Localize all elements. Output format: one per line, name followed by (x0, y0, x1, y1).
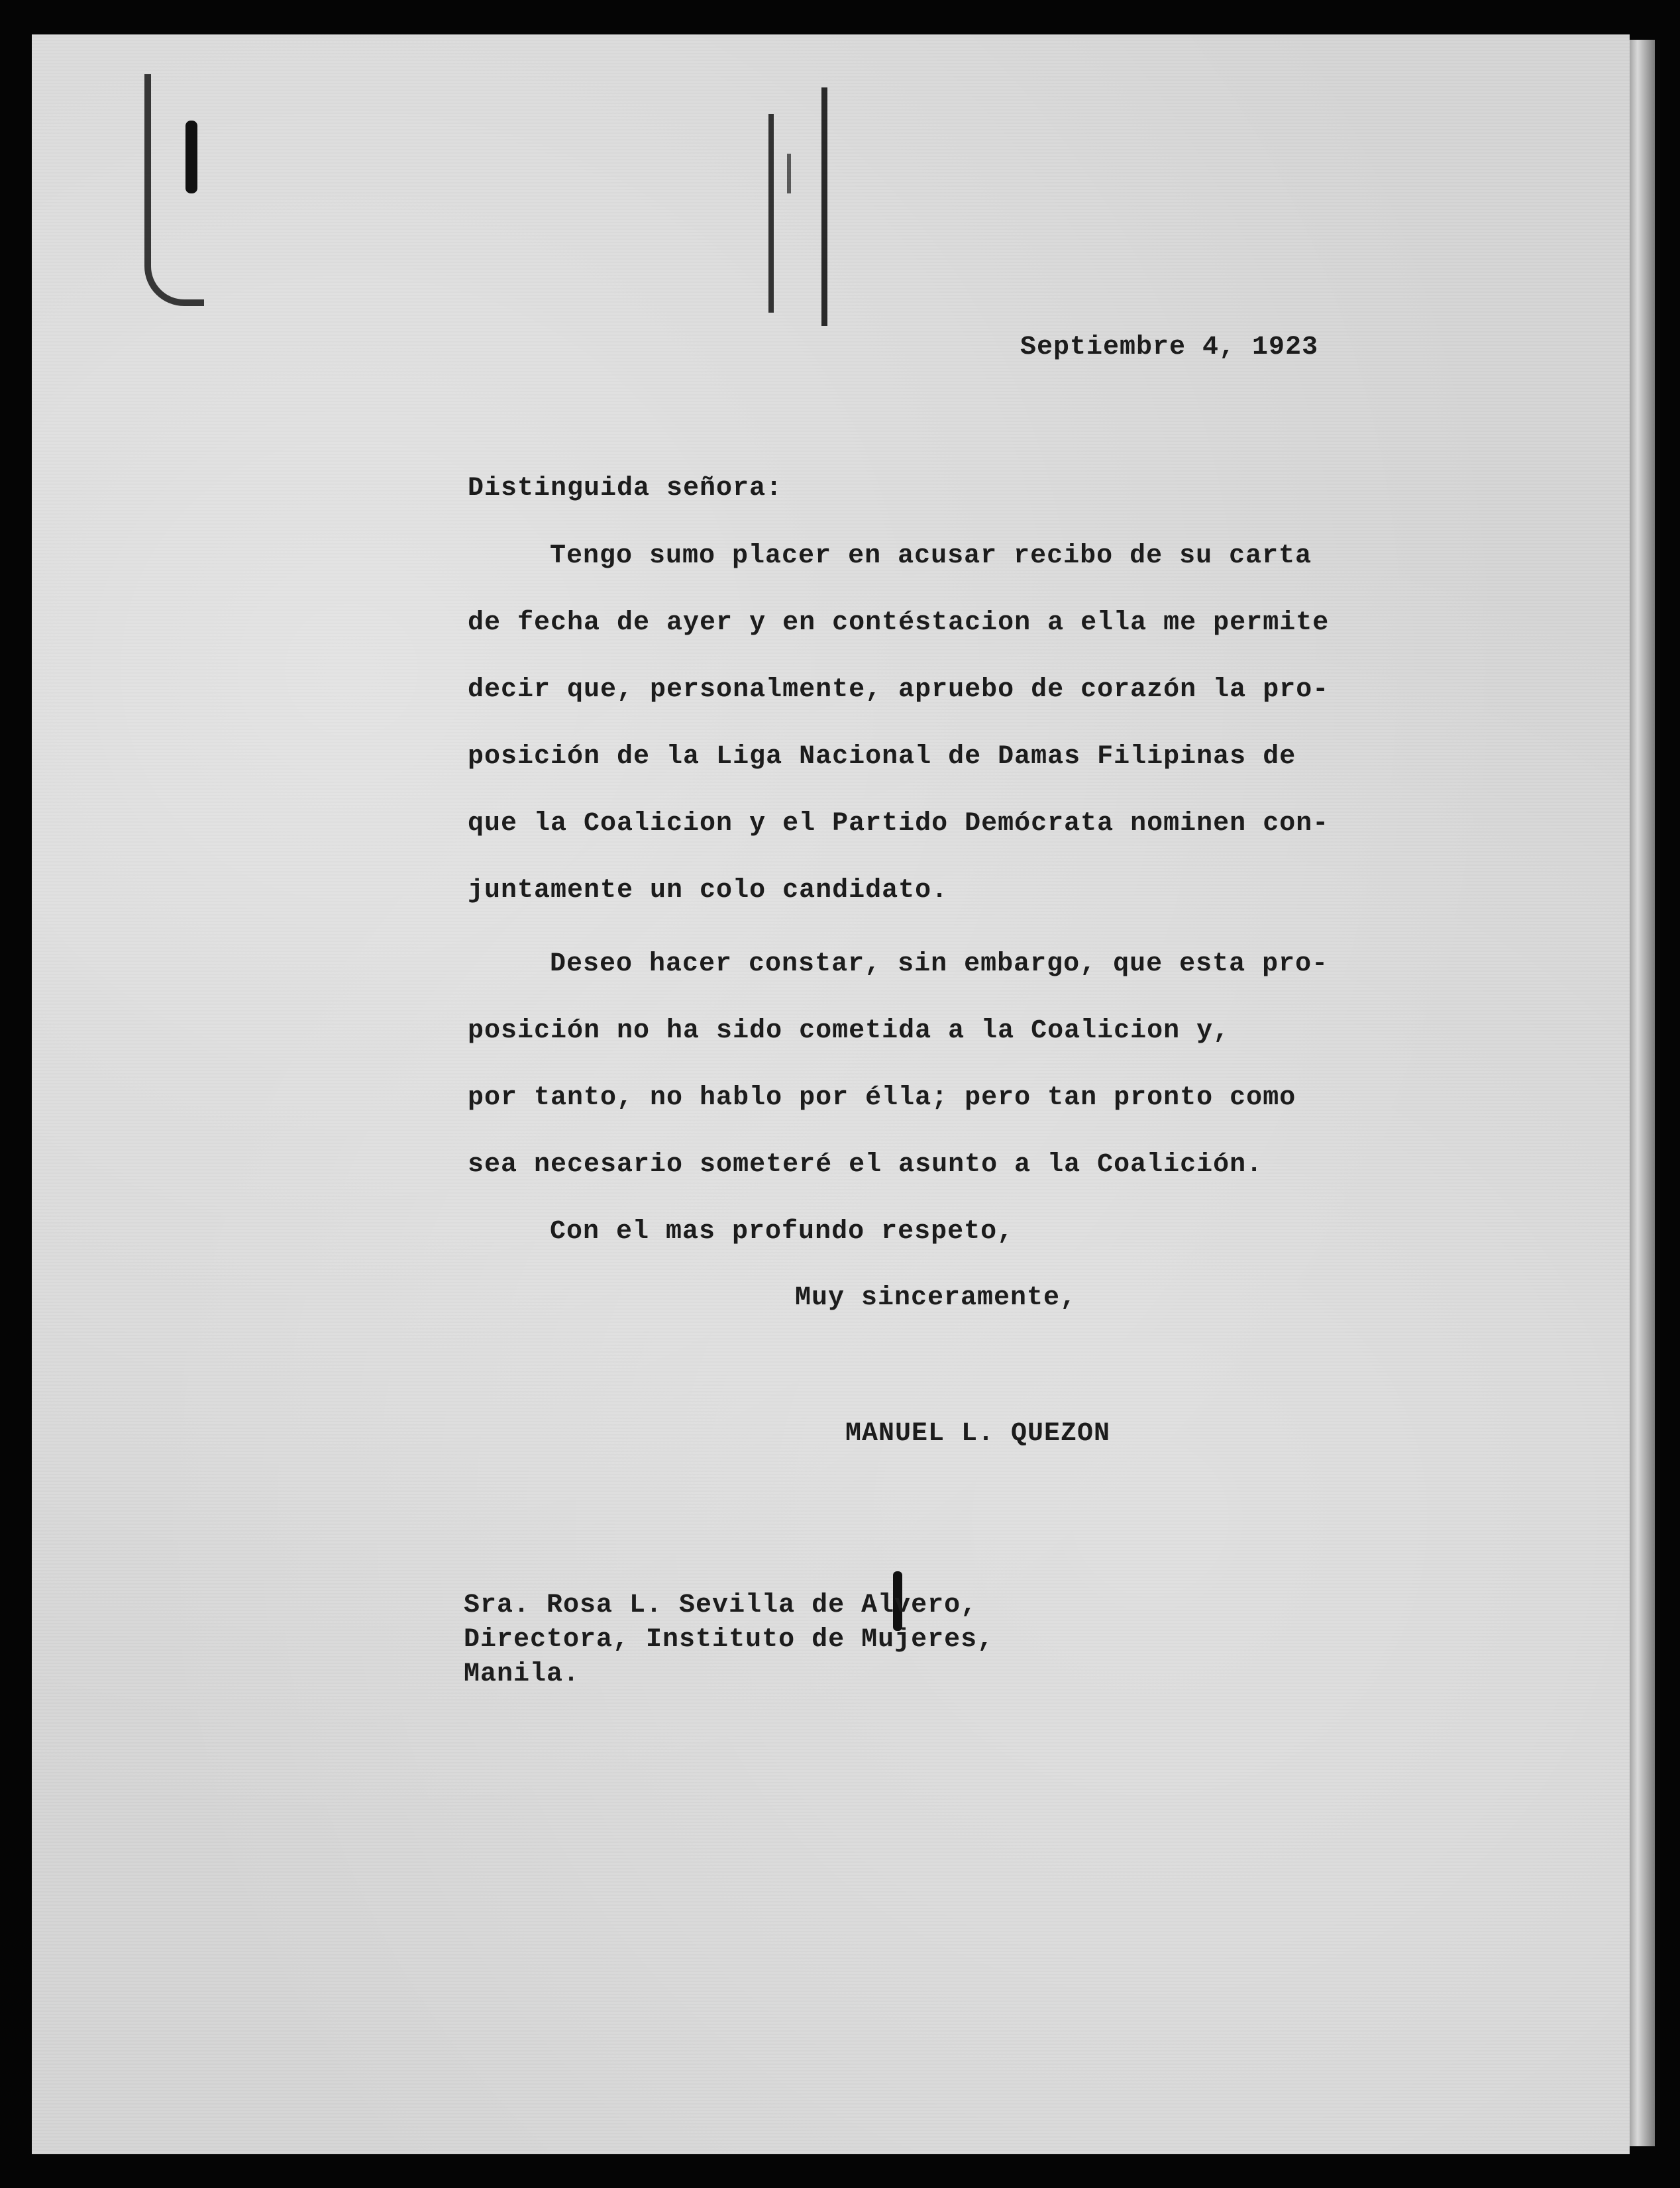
paragraph1-line-4: posición de la Liga Nacional de Damas Filipinas de (468, 742, 1296, 772)
paperclip-mark-right-c (787, 154, 791, 193)
signature-typed-name: MANUEL L. QUEZON (845, 1419, 1111, 1449)
paragraph1-line-2: de fecha de ayer y en contéstacion a ella me permite (468, 608, 1330, 638)
paragraph1-line-6: juntamente un colo candidato. (468, 876, 949, 906)
recipient-line-3: Manila. (464, 1659, 580, 1689)
recipient-line-2: Directora, Instituto de Mujeres, (464, 1625, 994, 1655)
paragraph2-line-4: sea necesario someteré el asunto a la Coalición. (468, 1150, 1263, 1180)
paragraph1-line-5: que la Coalicion y el Partido Demócrata nominen con- (468, 809, 1330, 839)
valediction: Muy sinceramente, (795, 1283, 1077, 1313)
paperclip-mark-right-a (768, 114, 774, 313)
paragraph1-line-1: Tengo sumo placer en acusar recibo de su carta (550, 541, 1312, 571)
letter-salutation: Distinguida señora: (468, 474, 783, 503)
recipient-line-1: Sra. Rosa L. Sevilla de Alvero, (464, 1590, 978, 1620)
closing-line: Con el mas profundo respeto, (550, 1217, 1014, 1247)
paragraph2-line-2: posición no ha sido cometida a la Coalicion y, (468, 1016, 1230, 1046)
letter-date: Septiembre 4, 1923 (1020, 333, 1319, 362)
paperclip-mark-right-b (821, 87, 827, 326)
paragraph2-line-1: Deseo hacer constar, sin embargo, que esta pro- (550, 949, 1329, 979)
paragraph1-line-3: decir que, personalmente, apruebo de corazón la pro- (468, 675, 1330, 705)
paragraph2-line-3: por tanto, no hablo por élla; pero tan pronto como (468, 1083, 1296, 1113)
paperclip-mark-dot (185, 121, 197, 193)
